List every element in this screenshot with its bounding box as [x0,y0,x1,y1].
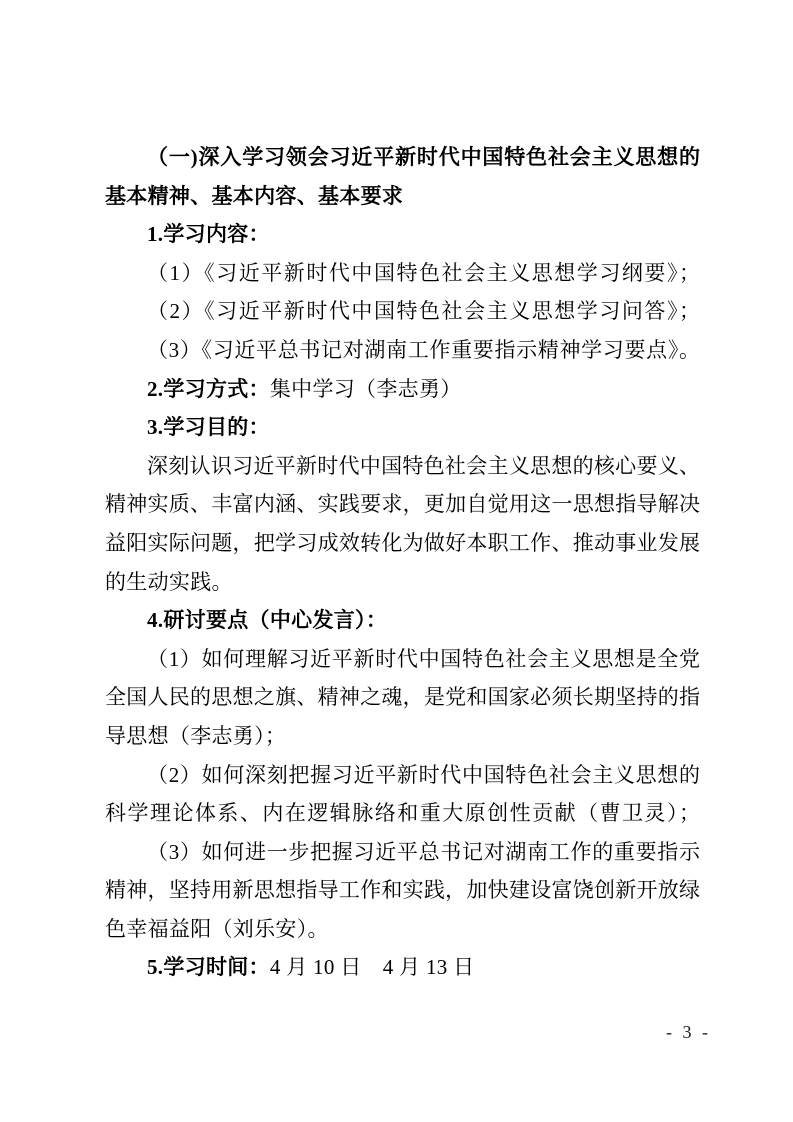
text-line [105,601,700,640]
text-line [105,292,700,331]
text-line [105,640,700,679]
text-segment: （3）《习近平总书记对湖南工作重要指示精神学习要点》。 [147,337,700,362]
text-line [105,910,700,949]
text-line [105,138,700,177]
text-line [105,408,700,447]
text-line [105,177,700,216]
text-segment: （1）《习近平新时代中国特色社会主义思想学习纲要》； [147,260,700,285]
text-line [105,331,700,370]
text-segment: 精神，坚持用新思想指导工作和实践，加快建设富饶创新开放绿 [105,878,700,903]
text-line [105,254,700,293]
text-line [105,563,700,602]
text-line [105,485,700,524]
page-number: - 3 - [666,1022,708,1042]
text-segment: 深刻认识习近平新时代中国特色社会主义思想的核心要义、 [147,453,700,478]
text-segment: （2）《习近平新时代中国特色社会主义思想学习问答》； [147,299,700,324]
text-segment-bold: 5.学习时间： [147,955,270,980]
text-line [105,871,700,910]
text-segment: 色幸福益阳（刘乐安）。 [105,916,329,941]
text-line [105,215,700,254]
text-line [105,948,700,987]
text-segment: 全国人民的思想之旗、精神之魂，是党和国家必须长期坚持的指 [105,685,700,710]
text-line [105,370,700,409]
text-line [105,678,700,717]
text-segment: （3）如何进一步把握习近平总书记对湖南工作的重要指示 [147,839,700,864]
text-line [105,524,700,563]
text-segment: 精神实质、丰富内涵、实践要求，更加自觉用这一思想指导解决 [105,492,700,517]
text-line [105,794,700,833]
text-line [105,717,700,756]
text-segment: 的生动实践。 [105,569,233,594]
text-segment: 集中学习（李志勇） [269,376,462,401]
text-segment: 4 月 10 日 4 月 13 日 [269,955,475,980]
text-segment-bold: 基本精神、基本内容、基本要求 [105,183,404,208]
text-line [105,447,700,486]
text-line [105,756,700,795]
text-segment-bold: （一)深入学习领会习近平新时代中国特色社会主义思想的 [147,145,700,169]
text-segment: （1）如何理解习近平新时代中国特色社会主义思想是全党 [147,646,700,671]
text-line [105,833,700,872]
text-segment: （2）如何深刻把握习近平新时代中国特色社会主义思想的 [147,762,700,787]
document-body [105,138,700,987]
text-segment-bold: 2.学习方式： [147,376,270,401]
text-segment-bold: 1.学习内容： [147,222,270,247]
text-segment: 益阳实际问题，把学习成效转化为做好本职工作、推动事业发展 [105,530,700,555]
text-segment-bold: 3.学习目的： [147,415,270,440]
text-segment: 科学理论体系、内在逻辑脉络和重大原创性贡献（曹卫灵）； [105,801,700,826]
text-segment-bold: 4.研讨要点（中心发言）： [147,608,388,633]
text-segment: 导思想（李志勇）； [105,723,287,748]
